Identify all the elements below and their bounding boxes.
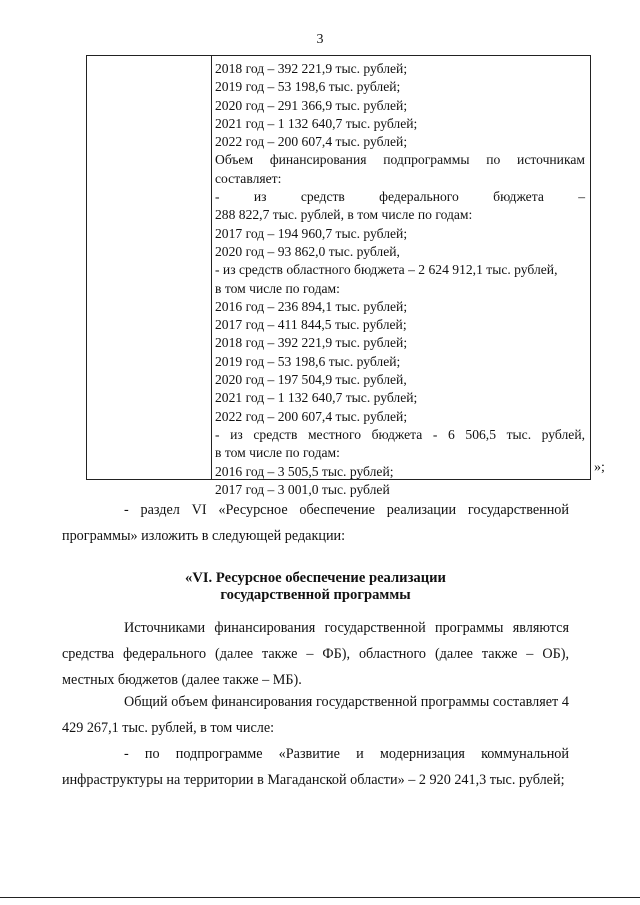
table-line: 2019 год – 53 198,6 тыс. рублей; [215,79,401,95]
table-line: 2019 год – 53 198,6 тыс. рублей; [215,353,401,369]
table-line: 2020 год – 291 366,9 тыс. рублей; [215,97,408,113]
table-line: 2017 год – 411 844,5 тыс. рублей; [215,317,407,333]
instruction-paragraph: - раздел VI «Ресурсное обеспечение реализации государственной программы» изложить в следующей редакции: [62,502,569,544]
table-line: 2022 год – 200 607,4 тыс. рублей; [215,408,408,424]
subprogram-paragraph: - по подпрограмме «Развитие и модернизация коммунальной инфраструктуры на территории в Магаданской области» – 2 920 241,3 тыс. рублей; [62,746,569,788]
table-line: 288 822,7 тыс. рублей, в том числе по годам: [215,207,473,223]
table-line: 2017 год – 194 960,7 тыс. рублей; [215,225,408,241]
table-line: 2017 год – 3 001,0 тыс. рублей [215,481,390,497]
sources-paragraph: Источниками финансирования государственной программы являются средства федерального (далее также – ФБ), областного (далее также – ОБ), местных бюджетов (далее также – МБ). [62,620,569,688]
page-number: 3 [316,32,324,47]
table-line: 2021 год – 1 132 640,7 тыс. рублей; [215,115,418,131]
closing-quote: »; [594,460,605,475]
table-cell-lines [215,60,585,499]
table-column-divider [211,56,212,479]
table-line: в том числе по годам: [215,280,340,296]
table-line: 2016 год – 3 505,5 тыс. рублей; [215,463,394,479]
table-line: Объем финансирования подпрограммы по источникам [215,152,585,168]
bottom-rule [0,897,640,898]
section-heading [62,570,569,604]
table-line: - из средств местного бюджета - 6 506,5 тыс. рублей, [215,426,585,442]
table-line: 2018 год – 392 221,9 тыс. рублей; [215,335,408,351]
table-line: в том числе по годам: [215,445,340,461]
table-line: 2020 год – 93 862,0 тыс. рублей, [215,243,400,259]
table-line: составляет: [215,170,282,186]
table-line: - из средств областного бюджета – 2 624 912,1 тыс. рублей, [215,262,558,278]
table-line: 2021 год – 1 132 640,7 тыс. рублей; [215,390,418,406]
funding-table [86,55,591,497]
table-line: 2020 год – 197 504,9 тыс. рублей, [215,372,407,388]
table-line: 2022 год – 200 607,4 тыс. рублей; [215,134,408,150]
total-paragraph: Общий объем финансирования государственной программы составляет 4 429 267,1 тыс. рублей, в том числе: [62,694,569,736]
section-heading-line-1: «VI. Ресурсное обеспечение реализации [185,570,446,586]
table-line: 2016 год – 236 894,1 тыс. рублей; [215,298,408,314]
table-line: 2018 год – 392 221,9 тыс. рублей; [215,61,408,76]
table-line: - из средств федерального бюджета – [215,189,585,205]
section-heading-line-2: государственной программы [220,587,411,603]
